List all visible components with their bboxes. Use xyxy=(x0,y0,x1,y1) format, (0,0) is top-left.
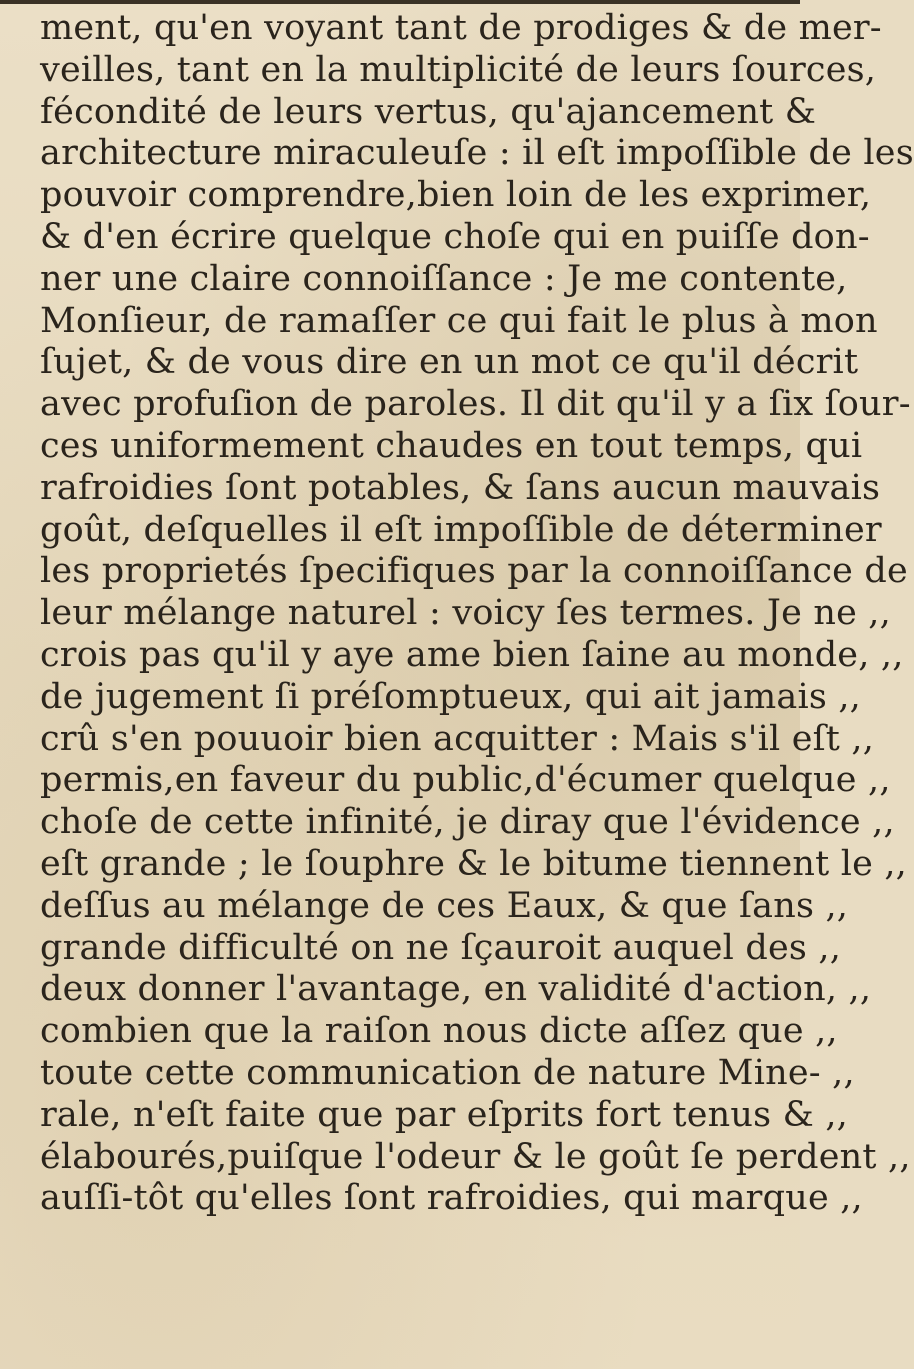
text-line-23: grande difficulté on ne ſçauroit auquel des ,, xyxy=(40,927,842,968)
text-line-10: avec profuſion de paroles. Il dit qu'il y a ſix ſour- xyxy=(40,384,911,425)
text-line-12: rafroidies ſont potables, & ſans aucun mauvais xyxy=(40,467,881,508)
body-text xyxy=(40,8,914,1220)
text-line-1: ment, qu'en voyant tant de prodiges & de mer- xyxy=(40,8,882,48)
text-line-8: Monſieur, de ramaſſer ce qui fait le plus à mon xyxy=(40,300,878,341)
text-line-18: crû s'en pouuoir bien acquitter : Mais s'il eſt ,, xyxy=(40,718,875,759)
text-line-5: pouvoir comprendre,bien loin de les exprimer, xyxy=(40,175,872,216)
text-line-4: architecture miraculeuſe : il eſt impoſſible de les xyxy=(40,133,914,174)
text-line-27: rale, n'eſt faite que par eſprits fort tenus & ,, xyxy=(40,1094,848,1135)
text-line-15: leur mélange naturel : voicy ſes termes. Je ne ,, xyxy=(40,593,891,634)
text-line-6: & d'en écrire quelque choſe qui en puiſſe don- xyxy=(40,216,870,257)
text-line-9: ſujet, & de vous dire en un mot ce qu'il décrit xyxy=(40,342,859,383)
text-line-13: goût, deſquelles il eſt impoſſible de déterminer xyxy=(40,509,882,550)
text-line-17: de jugement ſi préſomptueux, qui ait jamais ,, xyxy=(40,676,862,717)
page-top-edge xyxy=(0,0,800,4)
text-line-20: choſe de cette infinité, je diray que l'évidence ,, xyxy=(40,802,895,843)
text-line-19: permis,en faveur du public,d'écumer quelque ,, xyxy=(40,760,891,801)
text-line-25: combien que la raiſon nous dicte aſſez que ,, xyxy=(40,1011,838,1052)
text-line-29: auſſi-tôt qu'elles ſont rafroidies, qui marque ,, xyxy=(40,1178,863,1219)
text-line-11: ces uniformement chaudes en tout temps, qui xyxy=(40,425,863,466)
text-line-26: toute cette communication de nature Mine- ,, xyxy=(40,1052,855,1093)
text-line-7: ner une claire connoiſſance : Je me contente, xyxy=(40,258,848,299)
text-line-3: fécondité de leurs vertus, qu'ajancement & xyxy=(40,91,817,132)
text-line-14: les proprietés ſpecifiques par la connoiſſance de xyxy=(40,551,908,592)
text-line-2: veilles, tant en la multiplicité de leurs ſources, xyxy=(40,49,877,90)
text-line-22: deſſus au mélange de ces Eaux, & que ſans ,, xyxy=(40,885,849,926)
text-line-16: crois pas qu'il y aye ame bien ſaine au monde, ,, xyxy=(40,634,904,675)
text-line-28: élabourés,puiſque l'odeur & le goût ſe perdent ,, xyxy=(40,1136,911,1177)
text-line-21: eſt grande ; le ſouphre & le bitume tiennent le ,, xyxy=(40,843,908,884)
text-line-24: deux donner l'avantage, en validité d'action, ,, xyxy=(40,969,872,1010)
